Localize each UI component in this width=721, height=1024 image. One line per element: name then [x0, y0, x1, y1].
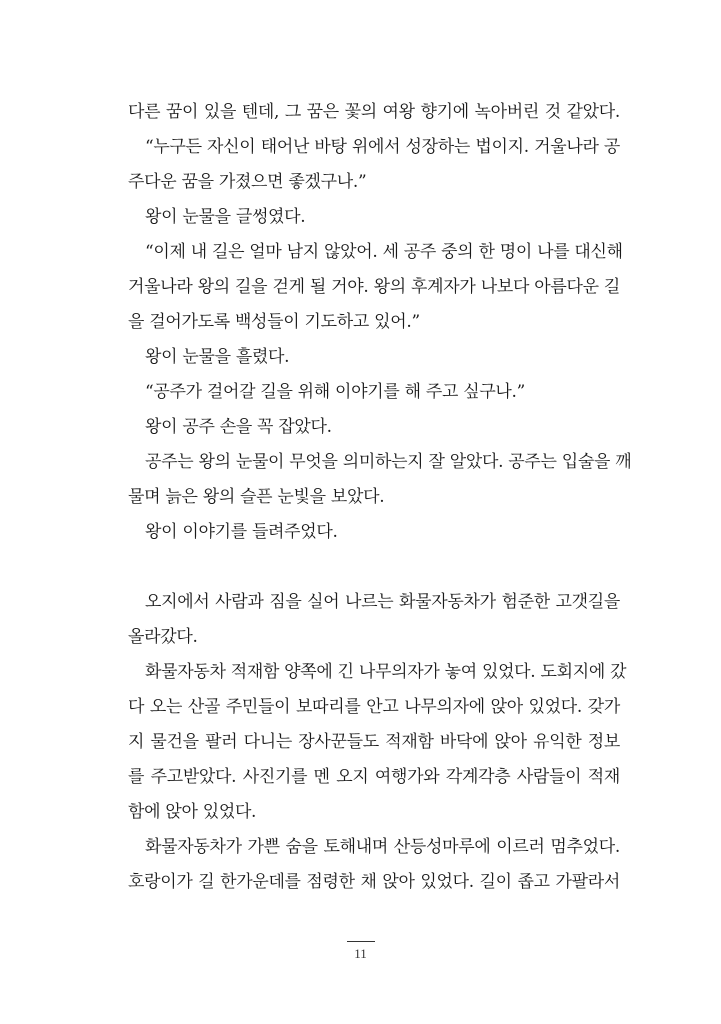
text-line: 물며 늙은 왕의 슬픈 눈빛을 보았다. — [128, 487, 385, 507]
text-line: 거울나라 왕의 길을 걷게 될 거야. 왕의 후계자가 나보다 아름다운 길 — [128, 277, 620, 297]
text-line: 을 걸어가도록 백성들이 기도하고 있어.” — [128, 312, 420, 332]
text-line: 왕이 눈물을 글썽였다. — [145, 207, 306, 227]
text-line: 왕이 눈물을 흘렸다. — [145, 347, 290, 367]
text-line: 공주는 왕의 눈물이 무엇을 의미하는지 잘 알았다. 공주는 입술을 깨 — [145, 452, 632, 472]
text-line: 다 오는 산골 주민들이 보따리를 안고 나무의자에 앉아 있었다. 갖가 — [128, 697, 620, 717]
text-line: 올라갔다. — [128, 627, 198, 647]
text-line: “누구든 자신이 태어난 바탕 위에서 성장하는 법이지. 거울나라 공 — [145, 137, 620, 157]
text-line: 화물자동차가 가쁜 숨을 토해내며 산등성마루에 이르러 멈추었다. — [145, 837, 620, 857]
page-footer — [0, 941, 721, 962]
page-number: 11 — [354, 946, 367, 961]
text-line: 왕이 공주 손을 꼭 잡았다. — [145, 417, 332, 437]
text-line: 주다운 꿈을 가졌으면 좋겠구나.” — [128, 172, 367, 192]
text-line: “이제 내 길은 얼마 남지 않았어. 세 공주 중의 한 명이 나를 대신해 — [145, 242, 623, 262]
footer-rule — [347, 941, 375, 942]
text-line: 왕이 이야기를 들려주었다. — [145, 522, 338, 542]
text-line: 화물자동차 적재함 양쪽에 긴 나무의자가 놓여 있었다. 도회지에 갔 — [145, 662, 627, 682]
text-line: 지 물건을 팔러 다니는 장사꾼들도 적재함 바닥에 앉아 유익한 정보 — [128, 732, 620, 752]
section-break — [128, 550, 620, 585]
text-line: 오지에서 사람과 짐을 실어 나르는 화물자동차가 험준한 고갯길을 — [145, 592, 620, 612]
text-line: “공주가 걸어갈 길을 위해 이야기를 해 주고 싶구나.” — [145, 382, 526, 402]
text-line: 다른 꿈이 있을 텐데, 그 꿈은 꽃의 여왕 향기에 녹아버린 것 같았다. — [128, 102, 620, 122]
text-line: 함에 앉아 있었다. — [128, 802, 257, 822]
page-body — [128, 95, 632, 900]
text-line: 를 주고받았다. 사진기를 멘 오지 여행가와 각계각층 사람들이 적재 — [128, 767, 620, 787]
text-line: 호랑이가 길 한가운데를 점령한 채 앉아 있었다. 길이 좁고 가팔라서 — [128, 872, 620, 892]
